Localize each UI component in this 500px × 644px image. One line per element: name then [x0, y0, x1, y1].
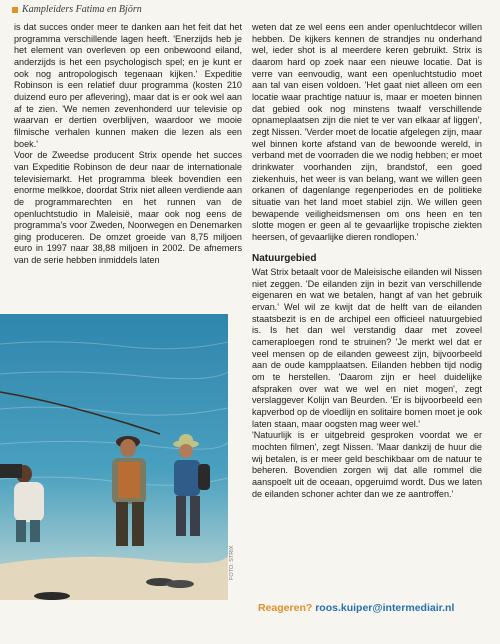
left-column	[14, 22, 242, 267]
response-prompt: Reageren?	[258, 602, 316, 614]
beach-photo	[0, 314, 228, 600]
photo-credit: FOTO: STRIX	[229, 545, 235, 580]
left-paragraph-1: is dat succes onder meer te danken aan het feit dat het programma verschillende lagen heeft. 'Enerzijds heb je het element van overleven op een onbewoond eiland, anderzijds is het een psychologisch spel; en je kunt er ook nog antropologisch tegenaan kijken.' Expeditie Robinson is een relatief duur programma (kosten 210 duizend euro per aflevering), maar dat is er ook wel aan af te zien. 'We nemen zevenhonderd uur televisie op waarvan er dertien overblijven, waardoor we mooie filmische verhalen kunnen maken die lezen als een boek.'	[14, 22, 242, 149]
section-subheading: Natuurgebied	[252, 253, 317, 265]
response-email-link[interactable]: roos.kuiper@intermediair.nl	[315, 602, 455, 614]
header-bullet-icon	[12, 7, 18, 13]
beach-photo-illustration	[0, 314, 228, 600]
right-paragraph-2: Wat Strix betaalt voor de Maleisische eilanden wil Nissen niet zeggen. 'De eilanden zijn in bezit van verschillende eigenaren en wat we betalen, hangt af van het gebruik ervan.' Wel wil ze kwijt dat de helft van de eilanden staatsbezit is en de archipel een officieel natuurgebied is. Is het dan wel verstandig daar met zoveel cameraploegen rond te struinen? 'Je merkt wel dat er veel mensen op de eilanden geweest zijn, bijvoorbeeld aan de oude kampplaatsen. Eilanden hebben tijd nodig om te herstellen. 'Daarom zijn er heel duidelijke afspraken over wat we wel en niet mogen', zegt verslaggever Kolijn van Beurden. 'Er is bijvoorbeeld een kapverbod op de vloedlijn en solitaire bomen moet je ook laten staan, maar oogsten mag weer wel.'	[252, 267, 482, 429]
running-title: Kampleiders Fatima en Björn	[22, 4, 142, 15]
right-column	[252, 22, 482, 500]
right-paragraph-3: 'Natuurlijk is er uitgebreid gesproken voordat we er mochten filmen', zegt Nissen. 'Maar dankzij de huur die wij betalen, is er meer geld beschikbaar om de natuur te beheren. Bovendien zorgen wij dat alle rommel die aanspoelt uit de oceaan, opgeruimd wordt. Dus we laten de eilanden schoner achter dan we ze aantroffen.'	[252, 430, 482, 499]
response-line	[258, 602, 454, 614]
running-header	[12, 4, 142, 15]
right-paragraph-1: weten dat ze wel eens een ander openluchtdecor willen hebben. De kijkers kennen de strandjes nu onderhand wel, ieder shot is al meerdere keren gebruikt. Strix is daarom hard op zoek naar een nieuwe locatie. Dat is verre van eenvoudig, want een openluchtstudio moet aan tal van eisen voldoen. 'Het gaat niet alleen om een locatie waar prachtige natuur is, maar er moeten binnen dat gebied ook nog minstens twaalf verschillende opnameplaatsen zijn die niet te ver van elkaar af liggen', zegt Nissen. 'Verder moet de locatie afgelegen zijn, maar wel binnen korte afstand van de bewoonde wereld, in verband met de voorraden die we nodig hebben; er moet drinkwater voorhanden zijn, brandstof, een goed ziekenhuis, het weer is van belang, want we willen geen orkanen of dagenlange regenperiodes en de politieke situatie van het land moet stabiel zijn. We willen geen bewapende veiligheidsmensen om ons heen en ten slotte mogen er geen al te gevaarlijke tropische ziekten heersen, of gevaarlijke dieren rondlopen.'	[252, 22, 482, 242]
left-paragraph-2: Voor de Zweedse producent Strix opende het succes van Expeditie Robinson de deur naar de internationale televisiemarkt. Het programma bleek bovendien een enorme melkkoe, doordat Strix niet alleen verdiende aan de programmarechten en het runnen van de openluchtstudio in Maleisië, maar ook nog eens de programma's voor Zweden, Noorwegen en Denemarken ging produceren. De omzet groeide van 8,75 miljoen euro in 1997 naar 38,88 miljoen in 2002. De afnemers van de serie hebben inmiddels laten	[14, 150, 242, 266]
